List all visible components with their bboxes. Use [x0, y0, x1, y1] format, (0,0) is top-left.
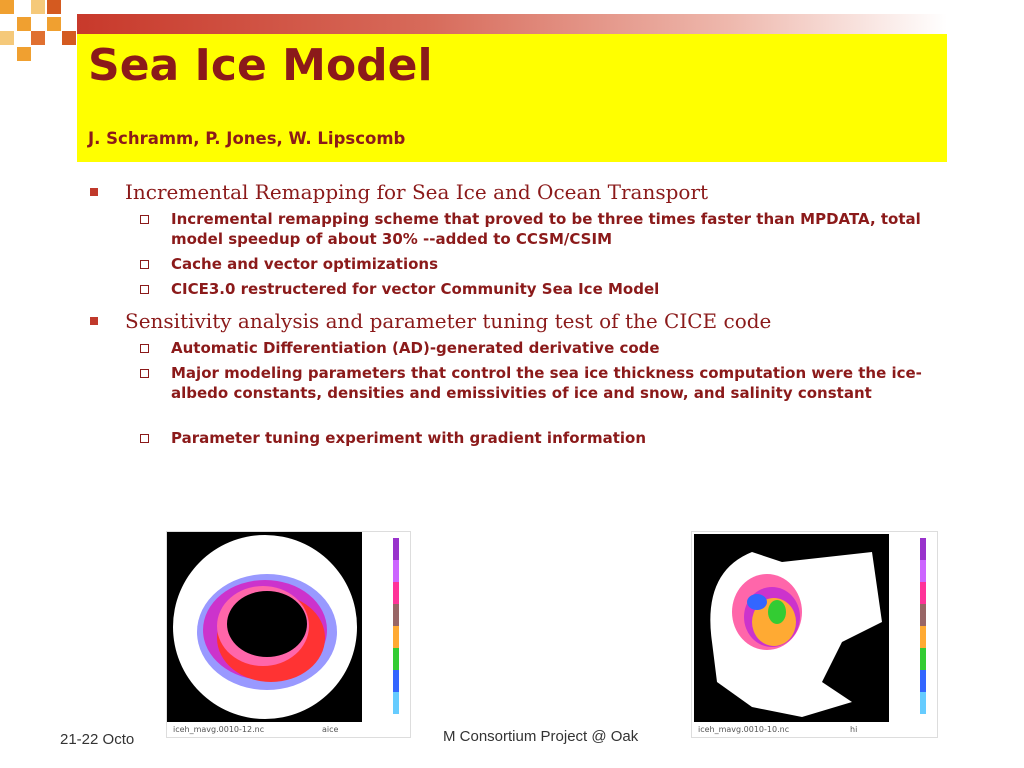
footer-date: 21-22 Octo: [60, 731, 135, 748]
sub-bullet-text: Parameter tuning experiment with gradient information: [171, 429, 647, 447]
sub-bullet-text: Major modeling parameters that control the sea ice thickness computation were the ice-albedo constants, densities and emissivities of ice and snow, and salinity constant: [171, 364, 922, 402]
bullet-text: Sensitivity analysis and parameter tuning test of the CICE code: [125, 309, 772, 333]
hollow-square-bullet-icon: [140, 369, 149, 378]
square-bullet-icon: [90, 188, 98, 196]
hollow-square-bullet-icon: [140, 344, 149, 353]
hollow-square-bullet-icon: [140, 285, 149, 294]
hollow-square-bullet-icon: [140, 434, 149, 443]
footer-project: M Consortium Project @ Oak: [443, 728, 639, 745]
sub-bullet-text: Cache and vector optimizations: [171, 255, 438, 273]
sub-bullet-item: [140, 338, 940, 358]
sub-bullet-item: [140, 428, 940, 448]
map-caption-variable: aice: [322, 725, 339, 734]
hollow-square-bullet-icon: [140, 260, 149, 269]
map-caption-file: iceh_mavg.0010-12.nc: [173, 725, 265, 734]
sub-bullet-item: [140, 209, 940, 249]
slide-subtitle: J. Schramm, P. Jones, W. Lipscomb: [88, 129, 406, 148]
sub-bullet-item: [140, 254, 940, 274]
map-caption-file: iceh_mavg.0010-10.nc: [698, 725, 790, 734]
slide-title: Sea Ice Model: [88, 40, 433, 91]
map-caption-variable: hi: [850, 725, 858, 734]
square-bullet-icon: [90, 317, 98, 325]
sub-bullet-item: [140, 279, 940, 299]
sub-bullet-item: [140, 363, 940, 403]
sea-ice-concentration-map: [166, 531, 411, 738]
sub-bullet-text: CICE3.0 restructered for vector Community Sea Ice Model: [171, 280, 660, 298]
sea-ice-thickness-map: [691, 531, 938, 738]
sub-bullet-text: Incremental remapping scheme that proved to be three times faster than MPDATA, total model speedup of about 30% --added to CCSM/CSIM: [171, 210, 921, 248]
hollow-square-bullet-icon: [140, 215, 149, 224]
sub-bullet-text: Automatic Differentiation (AD)-generated derivative code: [171, 339, 660, 357]
bullet-text: Incremental Remapping for Sea Ice and Ocean Transport: [125, 180, 709, 204]
